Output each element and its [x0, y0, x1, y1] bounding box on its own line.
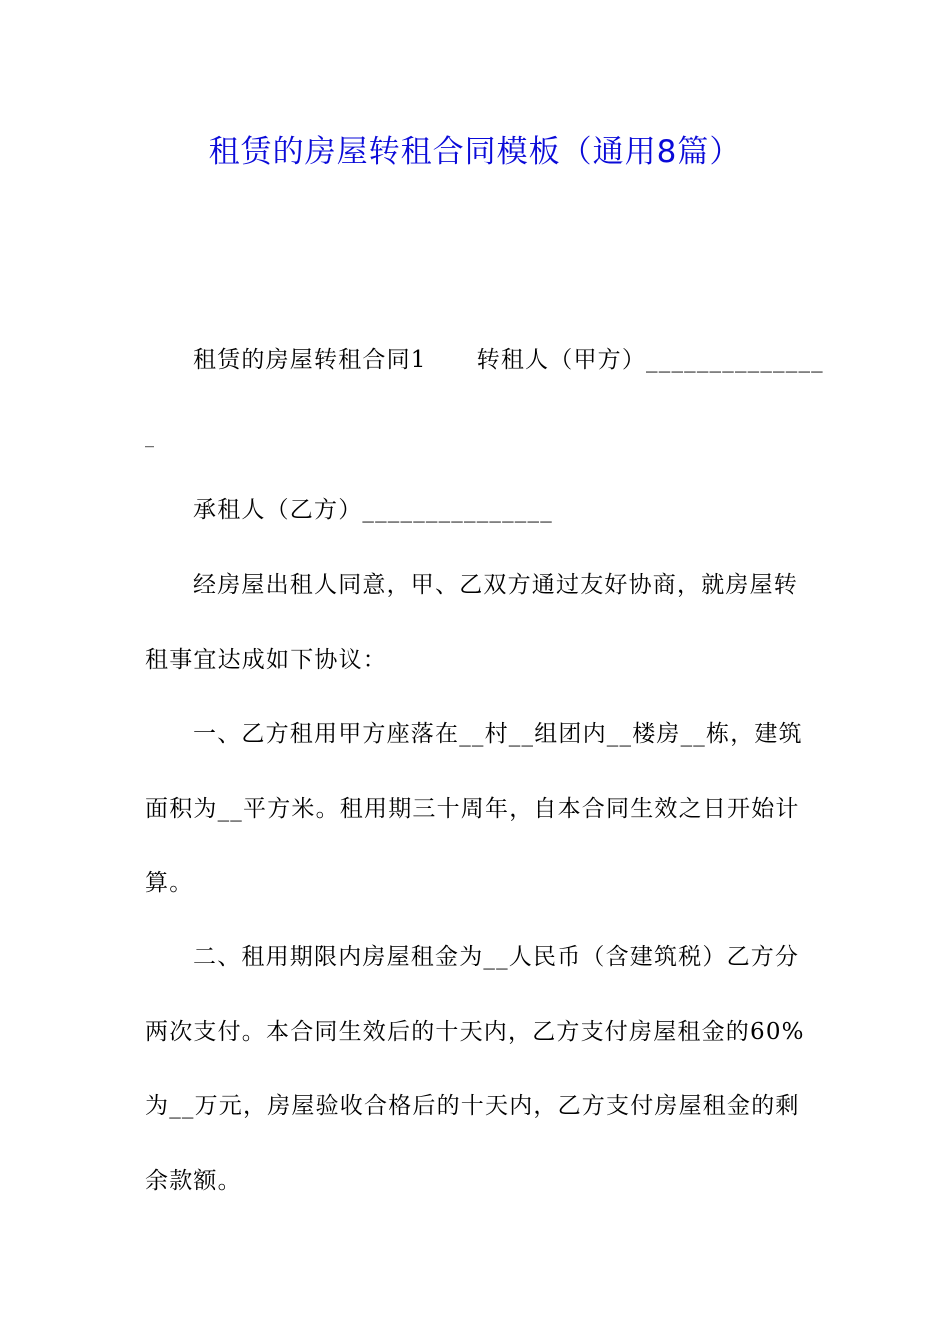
sublessor-field-tail: _ [145, 427, 154, 448]
clause-2-line: 两次支付。本合同生效后的十天内，乙方支付房屋租金的60% [145, 1019, 805, 1045]
intro-paragraph-line: 租事宜达成如下协议： [145, 647, 387, 673]
clause-1-line: 一、乙方租用甲方座落在__村__组团内__楼房__栋，建筑 [193, 721, 803, 747]
intro-paragraph-line: 经房屋出租人同意，甲、乙双方通过友好协商，就房屋转 [193, 572, 798, 598]
document-title: 租赁的房屋转租合同模板（通用8篇） [208, 134, 742, 170]
contract-header-line [193, 342, 824, 378]
clause-1-line: 面积为__平方米。租用期三十周年，自本合同生效之日开始计 [145, 796, 800, 822]
clause-2-line: 二、租用期限内房屋租金为__人民币（含建筑税）乙方分 [193, 944, 800, 970]
clause-2-line: 为__万元，房屋验收合格后的十天内，乙方支付房屋租金的剩 [145, 1093, 800, 1119]
clause-1-line: 算。 [145, 870, 194, 896]
sublessor-field: 转租人（甲方）______________ [476, 347, 824, 373]
clause-2-line: 余款额。 [145, 1168, 242, 1194]
lessee-field: 承租人（乙方）_______________ [193, 497, 553, 523]
contract-number-label: 租赁的房屋转租合同1 [193, 347, 427, 373]
